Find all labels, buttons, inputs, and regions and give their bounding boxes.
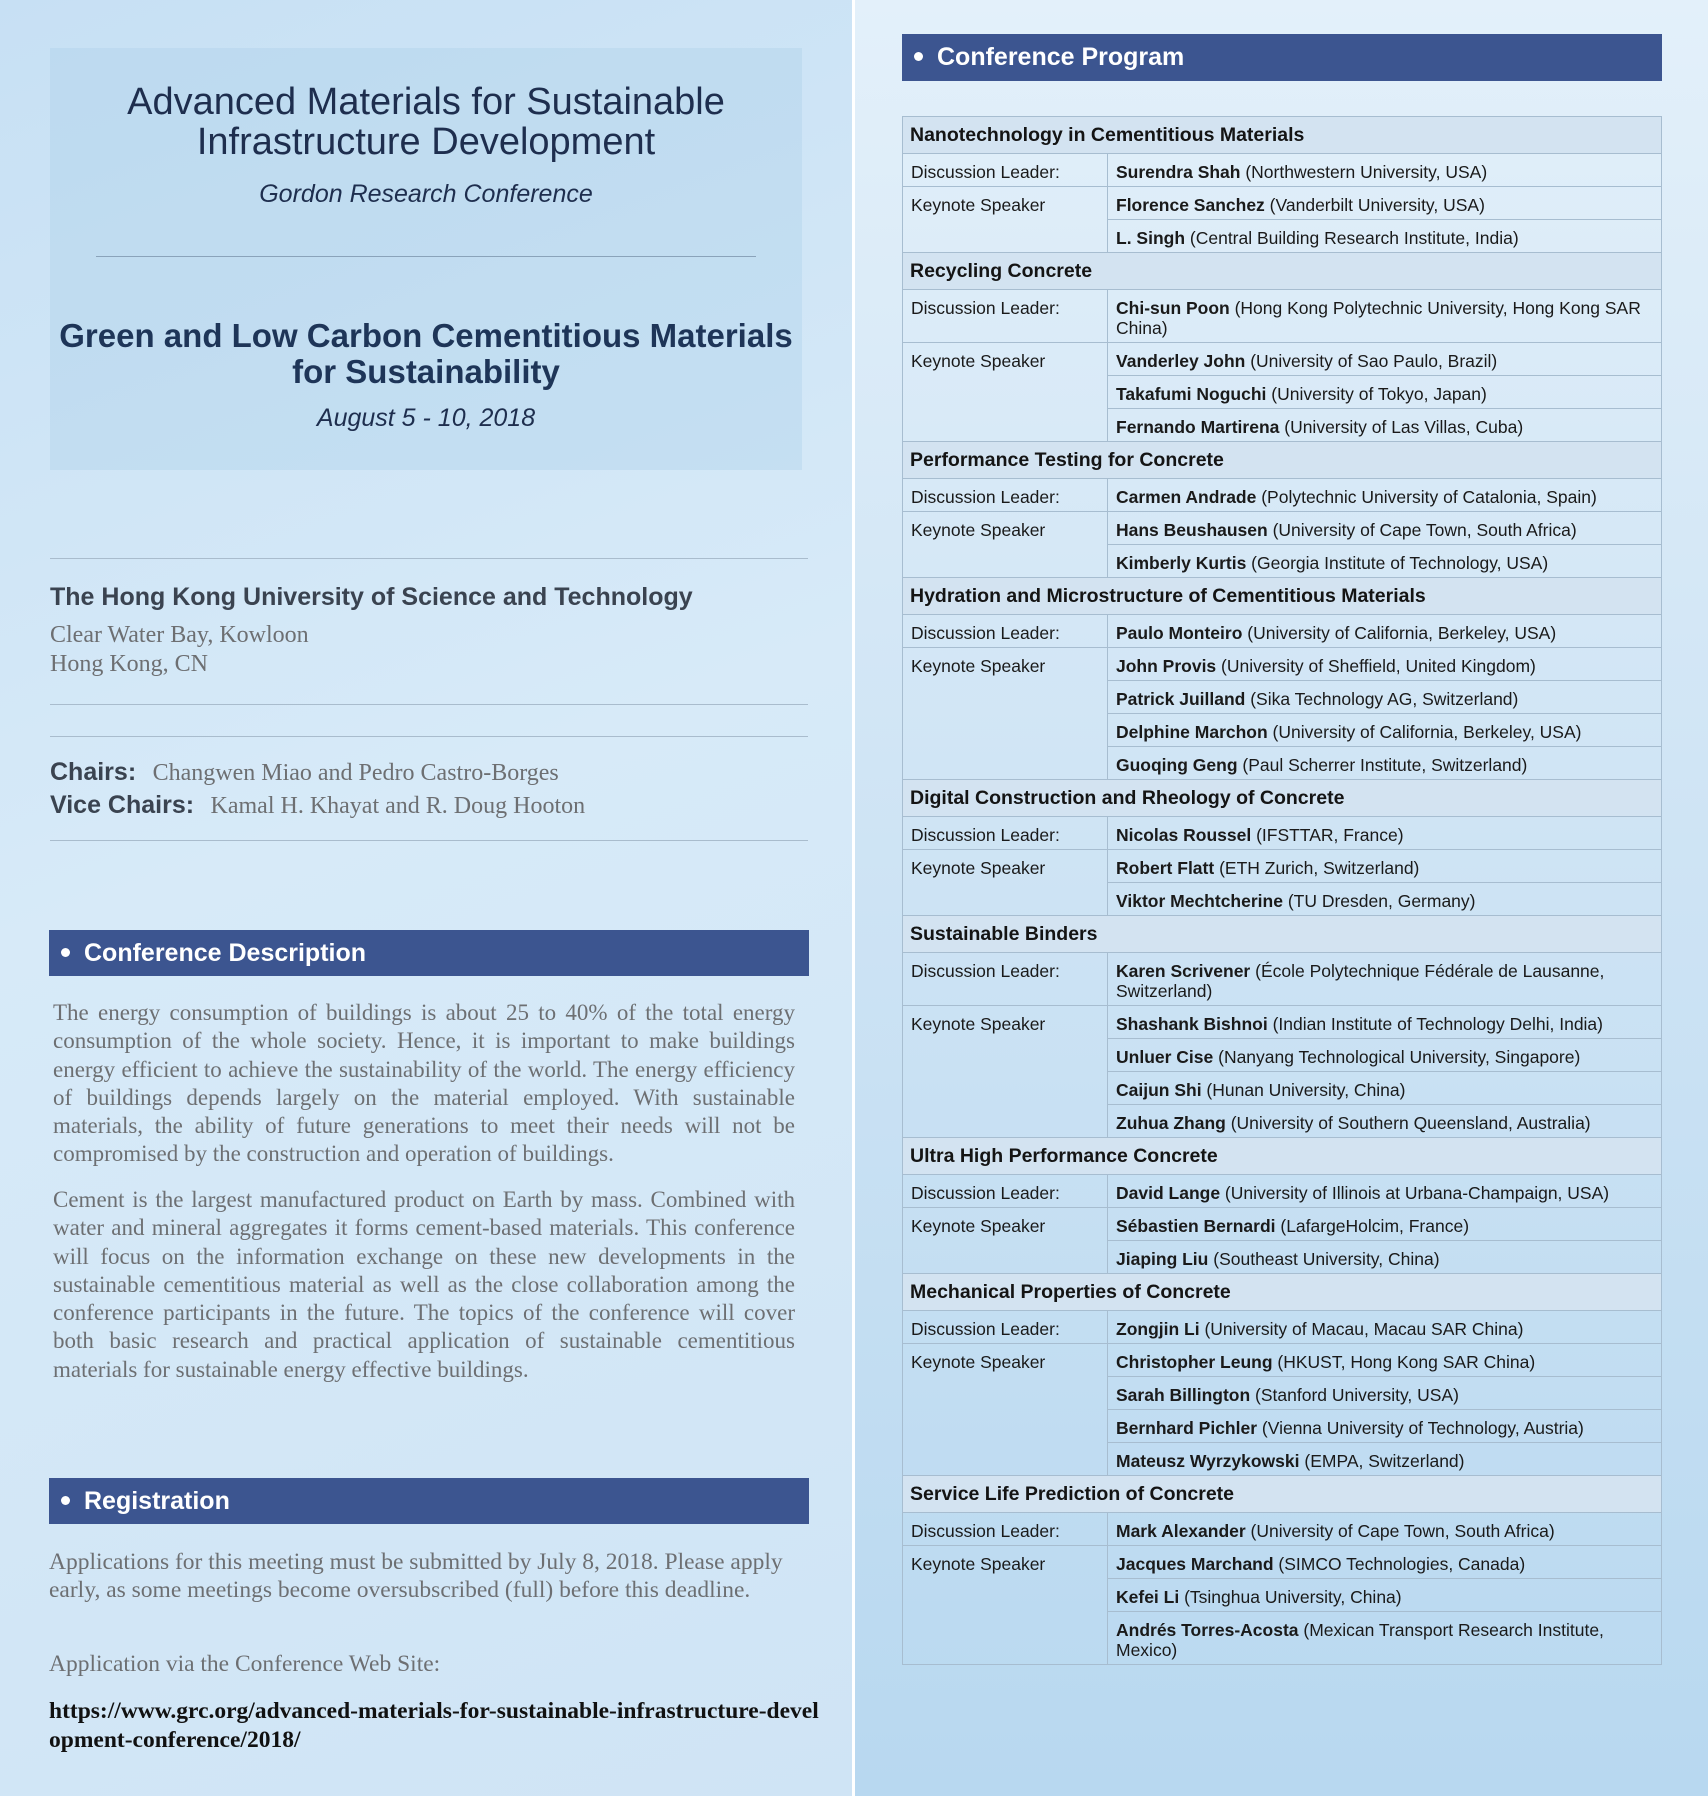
session-title: Sustainable Binders <box>903 916 1662 953</box>
speaker-cell <box>1108 681 1662 714</box>
session-title-row <box>903 578 1662 615</box>
chairs-row: Chairs: Changwen Miao and Pedro Castro-Borges <box>50 758 559 786</box>
program-row <box>903 154 1662 187</box>
speaker-affiliation: (ETH Zurich, Switzerland) <box>1214 858 1420 878</box>
program-row <box>903 512 1662 545</box>
role-label: Discussion Leader: <box>903 290 1108 343</box>
speaker-cell <box>1108 1105 1662 1138</box>
session-title-row <box>903 117 1662 154</box>
speaker-name: Zuhua Zhang <box>1116 1113 1226 1133</box>
speaker-cell <box>1108 1006 1662 1039</box>
role-label: Keynote Speaker <box>903 1006 1108 1138</box>
session-title: Hydration and Microstructure of Cementitious Materials <box>903 578 1662 615</box>
speaker-cell <box>1108 512 1662 545</box>
bullet-icon <box>914 52 923 61</box>
speaker-name: Karen Scrivener <box>1116 961 1251 981</box>
program-row <box>903 1513 1662 1546</box>
conference-title: Advanced Materials for Sustainable Infrastructure Development <box>127 81 725 163</box>
session-title-row <box>903 780 1662 817</box>
speaker-affiliation: (SIMCO Technologies, Canada) <box>1273 1554 1526 1574</box>
speaker-name: Bernhard Pichler <box>1116 1418 1258 1438</box>
speaker-affiliation: (Tsinghua University, China) <box>1179 1587 1402 1607</box>
program-row <box>903 187 1662 220</box>
speaker-affiliation: (Southeast University, China) <box>1208 1249 1440 1269</box>
session-title: Ultra High Performance Concrete <box>903 1138 1662 1175</box>
speaker-affiliation: (Northwestern University, USA) <box>1240 162 1488 182</box>
speaker-name: Sarah Billington <box>1116 1385 1251 1405</box>
vice-chairs-value: Kamal H. Khayat and R. Doug Hooton <box>210 793 586 819</box>
speaker-affiliation: (Hunan University, China) <box>1201 1080 1406 1100</box>
speaker-name: Guoqing Geng <box>1116 755 1238 775</box>
role-label: Keynote Speaker <box>903 1546 1108 1665</box>
speaker-cell <box>1108 290 1662 343</box>
registration-url-link[interactable]: https://www.grc.org/advanced-materials-for-sustainable-infrastructure-development-conference/2018/ <box>49 1698 819 1753</box>
speaker-affiliation: (Hong Kong Polytechnic University, Hong Kong SAR China) <box>1116 298 1641 338</box>
role-label: Discussion Leader: <box>903 154 1108 187</box>
speaker-name: Unluer Cise <box>1116 1047 1214 1067</box>
speaker-cell <box>1108 479 1662 512</box>
role-label: Discussion Leader: <box>903 817 1108 850</box>
session-title-row <box>903 1138 1662 1175</box>
speaker-cell <box>1108 648 1662 681</box>
speaker-affiliation: (University of Sao Paulo, Brazil) <box>1245 351 1498 371</box>
program-row <box>903 1006 1662 1039</box>
divider <box>50 736 808 737</box>
session-title-row <box>903 1476 1662 1513</box>
speaker-cell <box>1108 1311 1662 1344</box>
session-title-row <box>903 916 1662 953</box>
session-title: Nanotechnology in Cementitious Materials <box>903 117 1662 154</box>
left-panel <box>0 0 852 1796</box>
speaker-name: Jacques Marchand <box>1116 1554 1274 1574</box>
bullet-icon <box>61 948 70 957</box>
speaker-affiliation: (University of Sheffield, United Kingdom) <box>1216 656 1536 676</box>
speaker-affiliation: (IFSTTAR, France) <box>1251 825 1404 845</box>
speaker-name: Mateusz Wyrzykowski <box>1116 1451 1300 1471</box>
speaker-affiliation: (University of California, Berkeley, USA) <box>1242 623 1557 643</box>
speaker-cell <box>1108 1072 1662 1105</box>
speaker-cell <box>1108 1579 1662 1612</box>
speaker-affiliation: (Sika Technology AG, Switzerland) <box>1245 689 1519 709</box>
speaker-cell <box>1108 1410 1662 1443</box>
speaker-cell <box>1108 1612 1662 1665</box>
speaker-name: Nicolas Roussel <box>1116 825 1252 845</box>
speaker-name: Chi-sun Poon <box>1116 298 1230 318</box>
speaker-cell <box>1108 1443 1662 1476</box>
speaker-affiliation: (HKUST, Hong Kong SAR China) <box>1272 1352 1536 1372</box>
program-row <box>903 817 1662 850</box>
role-label: Discussion Leader: <box>903 1513 1108 1546</box>
speaker-name: Andrés Torres-Acosta <box>1116 1620 1299 1640</box>
vice-chairs-row: Vice Chairs: Kamal H. Khayat and R. Doug Hooton <box>50 791 586 819</box>
speaker-name: L. Singh <box>1116 228 1186 248</box>
conference-series: Gordon Research Conference <box>259 180 593 208</box>
speaker-affiliation: (Stanford University, USA) <box>1250 1385 1459 1405</box>
speaker-cell <box>1108 1039 1662 1072</box>
speaker-cell <box>1108 747 1662 780</box>
speaker-name: Carmen Andrade <box>1116 487 1257 507</box>
speaker-affiliation: (École Polytechnique Fédérale de Lausanne, Switzerland) <box>1116 961 1605 1001</box>
divider <box>50 704 808 705</box>
speaker-cell <box>1108 187 1662 220</box>
speaker-name: Florence Sanchez <box>1116 195 1265 215</box>
speaker-affiliation: (Paul Scherrer Institute, Switzerland) <box>1237 755 1528 775</box>
role-label: Keynote Speaker <box>903 1208 1108 1274</box>
speaker-cell <box>1108 953 1662 1006</box>
description-paragraph-1: The energy consumption of buildings is about 25 to 40% of the total energy consumption of the whole society. Hence, it is important to make buildings energy efficient to achieve the sustainability of the world. The energy efficiency of buildings depends largely on the material employed. With sustainable materials, the ability of future generations to meet their needs will not be compromised by the construction and operation of buildings. <box>53 1000 795 1167</box>
speaker-name: Kefei Li <box>1116 1587 1180 1607</box>
speaker-affiliation: (Central Building Research Institute, India) <box>1185 228 1519 248</box>
speaker-cell <box>1108 1208 1662 1241</box>
speaker-affiliation: (Vanderbilt University, USA) <box>1264 195 1485 215</box>
role-label: Keynote Speaker <box>903 1344 1108 1476</box>
chairs-value: Changwen Miao and Pedro Castro-Borges <box>152 760 559 786</box>
speaker-cell <box>1108 1344 1662 1377</box>
role-label: Keynote Speaker <box>903 187 1108 253</box>
role-label: Keynote Speaker <box>903 850 1108 916</box>
program-row <box>903 1546 1662 1579</box>
vice-chairs-label: Vice Chairs <box>50 791 186 819</box>
role-label: Keynote Speaker <box>903 648 1108 780</box>
role-label: Discussion Leader: <box>903 1311 1108 1344</box>
program-row <box>903 1311 1662 1344</box>
role-label: Discussion Leader: <box>903 953 1108 1006</box>
speaker-cell <box>1108 343 1662 376</box>
speaker-cell <box>1108 883 1662 916</box>
speaker-cell <box>1108 1175 1662 1208</box>
speaker-affiliation: (Nanyang Technological University, Singapore) <box>1213 1047 1581 1067</box>
registration-paragraph: Applications for this meeting must be submitted by July 8, 2018. Please apply early, as some meetings become oversubscribed (full) before this deadline. <box>49 1549 783 1603</box>
program-table <box>902 116 1662 1665</box>
speaker-affiliation: (University of Las Villas, Cuba) <box>1279 417 1524 437</box>
speaker-cell <box>1108 1546 1662 1579</box>
speaker-name: Surendra Shah <box>1116 162 1241 182</box>
description-heading: Conference Description <box>49 930 809 976</box>
speaker-affiliation: (TU Dresden, Germany) <box>1282 891 1476 911</box>
speaker-name: Jiaping Liu <box>1116 1249 1209 1269</box>
conference-theme: Green and Low Carbon Cementitious Materials for Sustainability <box>59 317 793 390</box>
role-label: Keynote Speaker <box>903 343 1108 442</box>
speaker-name: Patrick Juilland <box>1116 689 1246 709</box>
program-row <box>903 850 1662 883</box>
role-label: Discussion Leader: <box>903 1175 1108 1208</box>
speaker-cell <box>1108 220 1662 253</box>
speaker-name: Fernando Martirena <box>1116 417 1280 437</box>
speaker-cell <box>1108 714 1662 747</box>
speaker-affiliation: (Vienna University of Technology, Austria) <box>1257 1418 1584 1438</box>
program-heading: Conference Program <box>902 34 1662 81</box>
session-title: Recycling Concrete <box>903 253 1662 290</box>
speaker-affiliation: (University of California, Berkeley, USA) <box>1267 722 1582 742</box>
speaker-cell <box>1108 1241 1662 1274</box>
program-row <box>903 953 1662 1006</box>
session-title-row <box>903 1274 1662 1311</box>
speaker-name: Delphine Marchon <box>1116 722 1268 742</box>
chairs-label: Chairs <box>50 758 128 786</box>
session-title-row <box>903 442 1662 479</box>
session-title: Mechanical Properties of Concrete <box>903 1274 1662 1311</box>
venue-name: The Hong Kong University of Science and Technology <box>50 583 693 611</box>
description-paragraph-2: Cement is the largest manufactured product on Earth by mass. Combined with water and mineral aggregates it forms cement-based materials. This conference will focus on the information exchange on these new developments in the sustainable cementitious material as well as the close collaboration among the conference participants in the future. The topics of the conference will cover both basic research and practical application of sustainable cementitious materials for sustainable energy effective buildings. <box>53 1187 795 1382</box>
role-label: Discussion Leader: <box>903 479 1108 512</box>
conference-dates: August 5 - 10, 2018 <box>316 404 536 432</box>
program-row <box>903 290 1662 343</box>
role-label: Keynote Speaker <box>903 512 1108 578</box>
session-title: Service Life Prediction of Concrete <box>903 1476 1662 1513</box>
program-row <box>903 1344 1662 1377</box>
speaker-name: Paulo Monteiro <box>1116 623 1243 643</box>
venue-address-line2: Hong Kong, CN <box>50 651 209 677</box>
speaker-name: Hans Beushausen <box>1116 520 1268 540</box>
speaker-affiliation: (EMPA, Switzerland) <box>1299 1451 1465 1471</box>
divider <box>50 558 808 559</box>
speaker-affiliation: (Polytechnic University of Catalonia, Spain) <box>1256 487 1597 507</box>
speaker-affiliation: (University of Cape Town, South Africa) <box>1245 1521 1555 1541</box>
speaker-affiliation: (University of Southern Queensland, Australia) <box>1225 1113 1591 1133</box>
speaker-name: Shashank Bishnoi <box>1116 1014 1268 1034</box>
speaker-cell <box>1108 545 1662 578</box>
speaker-affiliation: (Georgia Institute of Technology, USA) <box>1246 553 1549 573</box>
speaker-name: John Provis <box>1116 656 1217 676</box>
speaker-affiliation: (University of Macau, Macau SAR China) <box>1199 1319 1524 1339</box>
speaker-name: Sébastien Bernardi <box>1116 1216 1276 1236</box>
speaker-affiliation: (Mexican Transport Research Institute, Mexico) <box>1116 1620 1604 1660</box>
speaker-cell <box>1108 409 1662 442</box>
registration-web-label: Application via the Conference Web Site: <box>49 1651 441 1677</box>
session-title: Digital Construction and Rheology of Concrete <box>903 780 1662 817</box>
speaker-name: Zongjin Li <box>1116 1319 1200 1339</box>
program-row <box>903 648 1662 681</box>
speaker-affiliation: (LafargeHolcim, France) <box>1275 1216 1470 1236</box>
speaker-cell <box>1108 1513 1662 1546</box>
program-row <box>903 1208 1662 1241</box>
session-title-row <box>903 253 1662 290</box>
speaker-affiliation: (University of Tokyo, Japan) <box>1266 384 1487 404</box>
speaker-cell <box>1108 1377 1662 1410</box>
speaker-cell <box>1108 615 1662 648</box>
speaker-name: Vanderley John <box>1116 351 1246 371</box>
registration-heading: Registration <box>49 1478 809 1524</box>
program-row <box>903 479 1662 512</box>
session-title: Performance Testing for Concrete <box>903 442 1662 479</box>
title-box <box>50 48 802 470</box>
title-divider <box>96 256 756 257</box>
speaker-name: Mark Alexander <box>1116 1521 1246 1541</box>
speaker-name: Robert Flatt <box>1116 858 1215 878</box>
program-row <box>903 1175 1662 1208</box>
speaker-name: Kimberly Kurtis <box>1116 553 1247 573</box>
speaker-name: Viktor Mechtcherine <box>1116 891 1283 911</box>
program-row <box>903 615 1662 648</box>
venue-address-line1: Clear Water Bay, Kowloon <box>50 622 309 648</box>
role-label: Discussion Leader: <box>903 615 1108 648</box>
speaker-cell <box>1108 850 1662 883</box>
bullet-icon <box>61 1496 70 1505</box>
divider <box>50 840 808 841</box>
speaker-affiliation: (University of Cape Town, South Africa) <box>1267 520 1577 540</box>
speaker-name: Christopher Leung <box>1116 1352 1273 1372</box>
speaker-name: Caijun Shi <box>1116 1080 1202 1100</box>
speaker-cell <box>1108 154 1662 187</box>
speaker-cell <box>1108 376 1662 409</box>
speaker-affiliation: (Indian Institute of Technology Delhi, India) <box>1267 1014 1603 1034</box>
speaker-name: Takafumi Noguchi <box>1116 384 1267 404</box>
speaker-name: David Lange <box>1116 1183 1221 1203</box>
program-row <box>903 343 1662 376</box>
speaker-affiliation: (University of Illinois at Urbana-Champaign, USA) <box>1220 1183 1610 1203</box>
speaker-cell <box>1108 817 1662 850</box>
